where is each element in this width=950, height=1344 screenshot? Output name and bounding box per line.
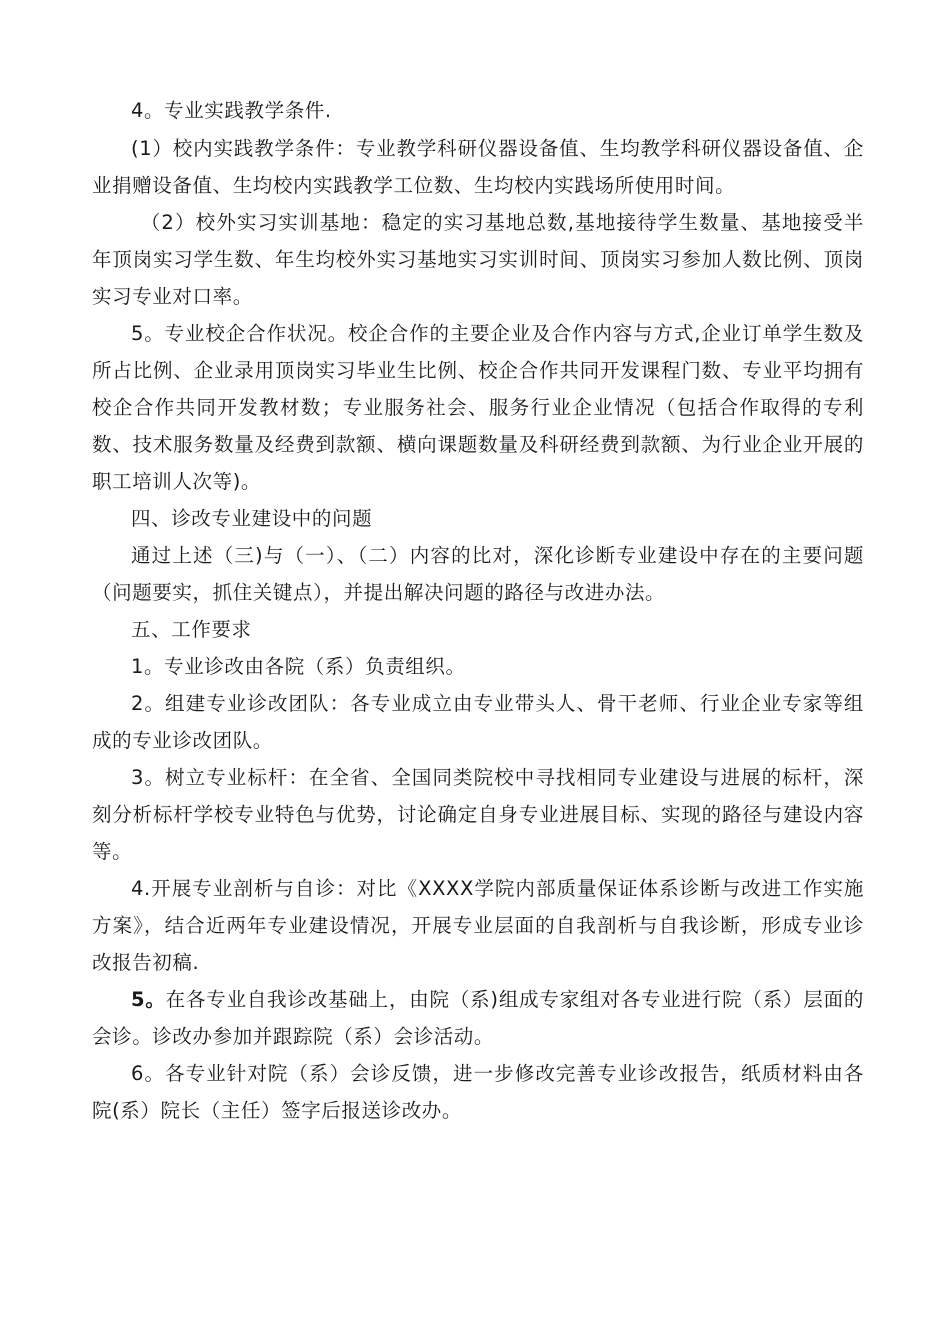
paragraph-requirement-4: 4.开展专业剖析与自诊：对比《XXXX学院内部质量保证体系诊断与改进工作实施方案》，结合近两年专业建设情况，开展专业层面的自我剖析与自我诊断，形成专业诊改报告初稿. <box>92 877 864 974</box>
section-heading-problems: 四、诊改专业建设中的问题 <box>131 507 373 530</box>
paragraph-requirement-6: 6。各专业针对院（系）会诊反馈，进一步修改完善专业诊改报告，纸质材料由各院(系）院长（主任）签字后报送诊改办。 <box>92 1062 864 1122</box>
paragraph-problems: 通过上述（三)与（一）、（二）内容的比对，深化诊断专业建设中存在的主要问题（问题要实，抓住关键点），并提出解决问题的路径与改进办法。 <box>92 544 864 604</box>
paragraph-requirement-5 <box>92 981 864 1055</box>
paragraph-school-enterprise-cooperation: 5。专业校企合作状况。校企合作的主要企业及合作内容与方式,企业订单学生数及所占比例、企业录用顶岗实习毕业生比例、校企合作共同开发课程门数、专业平均拥有校企合作共同开发教材数；专业服务社会、服务行业企业情况（包括合作取得的专利数、技术服务数量及经费到款额、横向课题数量及科研经费到款额、为行业企业开展的职工培训人次等)。 <box>92 322 864 493</box>
section-heading-requirements: 五、工作要求 <box>131 618 252 641</box>
requirement-5-text: 在各专业自我诊改基础上，由院（系)组成专家组对各专业进行院（系）层面的会诊。诊改办参加并跟踪院（系）会诊活动。 <box>92 988 864 1048</box>
paragraph-requirement-3: 3。树立专业标杆：在全省、全国同类院校中寻找相同专业建设与进展的标杆，深刻分析标杆学校专业特色与优势，讨论确定自身专业进展目标、实现的路径与建设内容等。 <box>92 766 864 863</box>
paragraph-on-campus-conditions: (1）校内实践教学条件：专业教学科研仪器设备值、生均教学科研仪器设备值、企业捐赠设备值、生均校内实践教学工位数、生均校内实践场所使用时间。 <box>92 137 864 197</box>
paragraph-requirement-1: 1。专业诊改由各院（系）负责组织。 <box>131 655 466 678</box>
paragraph-requirement-2: 2。组建专业诊改团队：各专业成立由专业带头人、骨干老师、行业企业专家等组成的专业诊改团队。 <box>92 692 864 752</box>
document-body <box>92 92 864 1129</box>
paragraph-off-campus-bases: （2）校外实习实训基地：稳定的实习基地总数,基地接待学生数量、基地接受半年顶岗实习学生数、年生均校外实习基地实习实训时间、顶岗实习参加人数比例、顶岗实习专业对口率。 <box>92 211 864 308</box>
requirement-5-number: 5。 <box>131 988 166 1011</box>
paragraph-practice-conditions: 4。专业实践教学条件. <box>131 99 332 122</box>
